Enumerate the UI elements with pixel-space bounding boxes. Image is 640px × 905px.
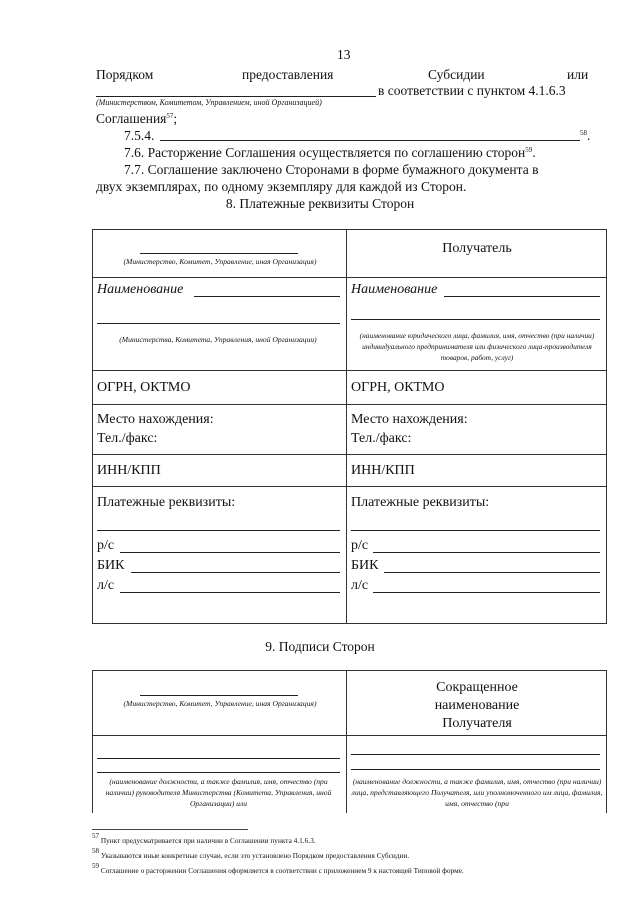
sig-right-caption: (наименование должности, а также фамилия, имя, отчество (при наличии) лица, представляющего Получателя, или уполномоченного им лица, фамилия, имя, отчество (при — [351, 777, 603, 808]
item-7-7-line-a: 7.7. Соглашение заключено Сторонами в форме бумажного документа в — [124, 162, 539, 177]
left-bik-label: БИК — [97, 558, 125, 573]
left-rs-field[interactable] — [120, 552, 340, 553]
footnote-separator — [92, 829, 248, 830]
intro-word-3: Субсидии — [428, 67, 485, 82]
footnote-59: $^{59}$ Соглашение о расторжении Соглашения оформляется в соответствии с приложением 9 к настоящей Типовой форме. — [92, 862, 464, 875]
left-org-caption: (Министерство, Комитет, Управление, иная Организация) — [123, 257, 317, 266]
left-payment-field[interactable] — [97, 530, 340, 531]
right-ls-field[interactable] — [373, 592, 600, 593]
item-7-6: 7.6. Расторжение Соглашения осуществляется по соглашению сторон$^{59}$. — [124, 145, 536, 160]
item-7-5-4-blank-line[interactable] — [160, 140, 580, 141]
right-name-label: Наименование — [351, 282, 438, 297]
sig-left-org-blank-line[interactable] — [140, 695, 298, 696]
sig-left-org-caption: (Министерство, Комитет, Управление, иная Организация) — [123, 699, 317, 708]
right-name-caption: (наименование юридического лица, фамилия, имя, отчество (при наличии) индивидуального предпринимателя или физического лица-производителя товаров, работ, услуг) — [359, 331, 595, 362]
left-name-label: Наименование — [97, 282, 184, 297]
left-bik-field[interactable] — [131, 572, 340, 573]
ministry-caption: (Министерством, Комитетом, Управлением, иной Организацией) — [96, 98, 322, 107]
right-rs-label: р/с — [351, 538, 369, 553]
item-7-5-4: 7.5.4. — [124, 128, 155, 143]
sig-left-caption: (наименование должности, а также фамилия, имя, отчество (при наличии) руководителя Министерства (Комитета, Управления, иной Организации) или — [105, 777, 332, 808]
intro-word-1: Порядком — [96, 67, 154, 82]
left-name-field[interactable] — [194, 296, 340, 297]
left-location-label: Место нахождения: — [97, 412, 214, 427]
footnote-58: $^{58}$ Указываются иные конкретные случаи, если это установлено Порядком предоставления Субсидии. — [92, 847, 410, 860]
agreement-line: Соглашения$^{57}$; — [96, 111, 178, 126]
sig-right-field-1[interactable] — [351, 754, 600, 755]
right-rs-field[interactable] — [373, 552, 600, 553]
item-7-7-line-b: двух экземплярах, по одному экземпляру для каждой из Сторон. — [96, 179, 467, 194]
right-inn-label: ИНН/КПП — [351, 463, 415, 478]
right-payment-field[interactable] — [351, 530, 600, 531]
left-phone-label: Тел./факс: — [97, 431, 158, 446]
page-number: 13 — [337, 47, 351, 62]
right-name-field[interactable] — [444, 296, 600, 297]
sig-recipient-header-1: Сокращенное — [436, 680, 518, 695]
right-name-field-2[interactable] — [351, 319, 600, 320]
intro-line1-tail: в соответствии с пунктом 4.1.6.3 — [378, 83, 566, 98]
sig-left-field-2[interactable] — [97, 772, 340, 773]
left-ls-label: л/с — [97, 578, 115, 593]
intro-word-2: предоставления — [242, 67, 334, 82]
right-payment-label: Платежные реквизиты: — [351, 495, 490, 510]
sig-left-field-1[interactable] — [97, 758, 340, 759]
sig-recipient-header-2: наименование — [434, 698, 520, 713]
section-8-title: 8. Платежные реквизиты Сторон — [225, 196, 415, 211]
left-name-caption: (Министерства, Комитета, Управления, иной Организации) — [119, 335, 317, 344]
left-inn-label: ИНН/КПП — [97, 463, 161, 478]
left-ls-field[interactable] — [120, 592, 340, 593]
recipient-header: Получатель — [442, 241, 512, 256]
left-payment-label: Платежные реквизиты: — [97, 495, 236, 510]
left-org-blank-line[interactable] — [140, 253, 298, 254]
sig-right-field-2[interactable] — [351, 769, 600, 770]
intro-word-4: или — [567, 67, 589, 82]
section-9-title: 9. Подписи Сторон — [265, 639, 375, 654]
right-bik-field[interactable] — [384, 572, 600, 573]
right-location-label: Место нахождения: — [351, 412, 468, 427]
right-phone-label: Тел./факс: — [351, 431, 412, 446]
left-ogrn-label: ОГРН, ОКТМО — [97, 380, 191, 395]
left-rs-label: р/с — [97, 538, 115, 553]
sig-recipient-header-3: Получателя — [442, 716, 512, 731]
right-ogrn-label: ОГРН, ОКТМО — [351, 380, 445, 395]
right-bik-label: БИК — [351, 558, 379, 573]
item-7-5-4-end: $^{58}$. — [580, 128, 591, 143]
footnote-57: $^{57}$ Пункт предусматривается при наличии в Соглашении пункта 4.1.6.3. — [92, 832, 316, 845]
left-name-field-2[interactable] — [97, 323, 340, 324]
ministry-blank-line[interactable] — [96, 96, 376, 97]
right-ls-label: л/с — [351, 578, 369, 593]
